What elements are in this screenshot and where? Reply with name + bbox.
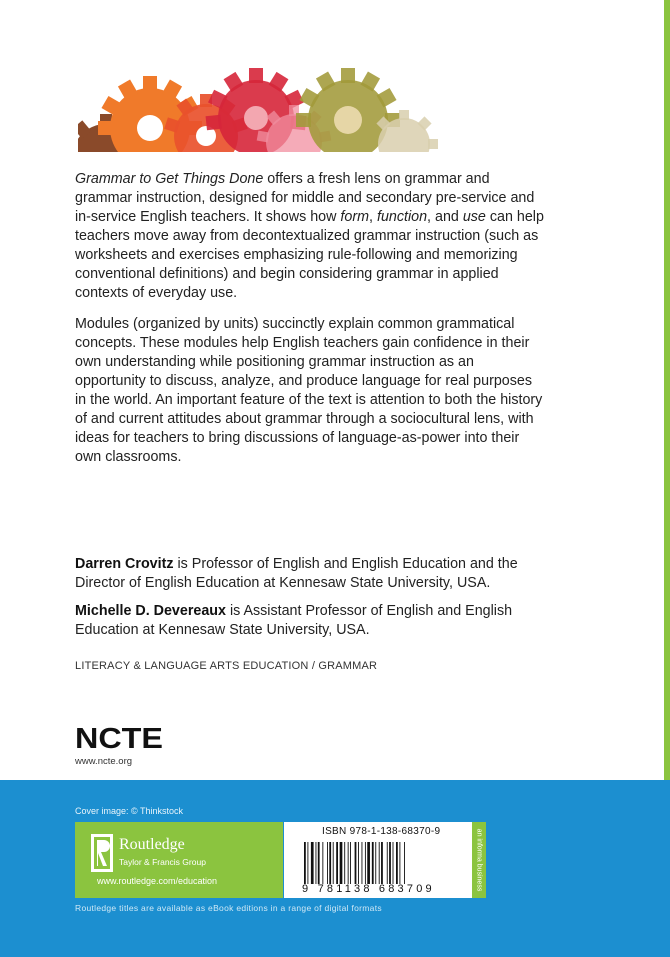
subject-category: LITERACY & LANGUAGE ARTS EDUCATION / GRAMMAR <box>75 660 378 672</box>
author-bios <box>75 555 555 649</box>
isbn-label: ISBN 978-1-138-68370-9 <box>322 826 441 837</box>
author-bio: Michelle D. Devereaux is Assistant Professor of English and English Education at Kennesaw State University, USA. <box>75 603 513 638</box>
publisher-group: Taylor & Francis Group <box>119 857 206 867</box>
author-name: Darren Crovitz <box>75 556 174 572</box>
routledge-logo-icon <box>91 834 113 872</box>
author-name: Michelle D. Devereaux <box>75 603 226 619</box>
isbn-digits: 9 781138 683709 <box>302 883 435 895</box>
book-title: Grammar to Get Things Done <box>75 171 264 187</box>
ncte-logo <box>75 724 165 752</box>
cover-credit: Cover image: © Thinkstock <box>75 806 184 816</box>
publisher-box <box>75 822 283 898</box>
informa-strip <box>472 822 486 898</box>
blurb <box>75 170 545 479</box>
spine-edge <box>664 0 670 780</box>
publisher-name: Routledge <box>119 836 185 853</box>
ebook-note: Routledge titles are available as eBook editions in a range of digital formats <box>75 903 382 913</box>
barcode <box>304 842 454 884</box>
publisher-url[interactable]: www.routledge.com/education <box>97 876 218 886</box>
informa-label: an informa business <box>475 828 483 892</box>
ncte-url[interactable]: www.ncte.org <box>75 756 133 767</box>
blurb-paragraph-2: Modules (organized by units) succinctly explain common grammatical concepts. These modules help English teachers gain confidence in their own understanding while positioning grammar instruction as an opportunity to discuss, analyze, and produce language for real purposes in the world. An important feature of the text is attention to both the history of and current attitudes about grammar through a sociocultural lens, with ideas for teachers to bring discussions of language-as-power into their own classrooms. <box>75 316 543 465</box>
blurb-paragraph-1: Grammar to Get Things Done offers a fresh lens on grammar and grammar instruction, designed for middle and secondary pre-service and in-service English teachers. It shows how form, function, and use can help teachers move away from decontextualized grammar instruction (such as worksheets and exercises emphasizing rule-following and memorizing conventional definitions) and begin considering grammar in applied contexts of everyday use. <box>75 171 544 301</box>
barcode-box <box>284 822 472 898</box>
ncte-logo-text: NCTE <box>75 724 163 752</box>
gears-illustration <box>78 66 438 152</box>
author-bio: Darren Crovitz is Professor of English and English Education and the Director of English Education at Kennesaw State University, USA. <box>75 556 518 591</box>
